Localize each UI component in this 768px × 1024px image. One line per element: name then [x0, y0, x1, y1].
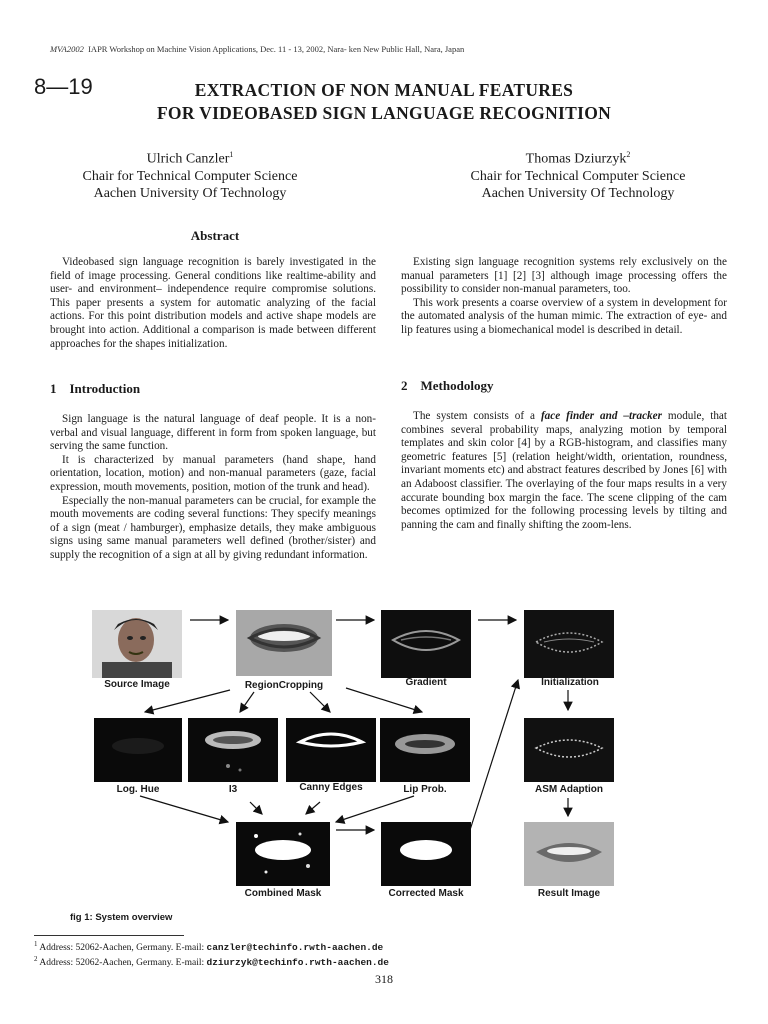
footnote-email-1: canzler@techinfo.rwth-aachen.de [206, 942, 384, 954]
author-affiliation: Chair for Technical Computer Science [470, 168, 686, 184]
abstract-paragraph: Videobased sign language recognition is barely investigated in the field of image processing. General conditions like realtime-ability and user- and environment– independence require compromise solutions. This paper presents a system for automatic analyzing of the facial actions. For this point distribution models and active shape models are brought into action. Additional a comparison is made between different approaches for the shapes initialization. [50, 256, 376, 350]
label-region-cropping: RegionCropping [244, 680, 324, 691]
label-corrected-mask: Corrected Mask [388, 888, 464, 899]
author-university: Aachen University Of Technology [481, 185, 675, 201]
intro-paragraph-2: It is characterized by manual parameters (hand shape, hand orientation, location, motion) and non-manual parameters (gaze, facial expression, mouth movements, position, motion of the trunk and head). [50, 453, 376, 493]
footnote-email-2: dziurzyk@techinfo.rwth-aachen.de [206, 957, 389, 969]
methodology-paragraph: The system consists of a face finder and –tracker module, that combines several probability maps, analyzing motion by temporal templates and skin color [4] by a RGB-histogram, and classifies many geometric features [5] (relation height/width, orientation, roundness, invariant moments etc) and abstract features described by Jones [6] with an Adaboost classifier. The overlaying of the four maps results in a very accurate bounding box margin the face. The scene clipping of the cam becomes optimized for the following processing levels by tilting and panning the cam and finally shifting the zoom-lens. [401, 410, 727, 531]
section-1-heading: 1 Introduction [50, 381, 141, 396]
paper-number: 8—19 [34, 74, 93, 99]
author-name: Ulrich Canzler$^1$ [146, 150, 234, 167]
label-lip-prob: Lip Prob. [403, 784, 447, 795]
footnote-1: $^1$ Address: 52062-Aachen, Germany. E-mail: canzler@techinfo.rwth-aachen.de [34, 940, 384, 954]
intro-paragraph-3: Especially the non-manual parameters can be crucial, for example the mouth movements are coding several functions: They specify meanings of a sign (meat / hamburger), emphasize details, they make ambiguous signs using same manual parameters well defined (brother/sister) and supply the recognition of a sign at all by giving redundant information. [50, 494, 376, 561]
paper-title-line-1: EXTRACTION OF NON MANUAL FEATURES [194, 80, 574, 100]
right-paragraph-2: This work presents a coarse overview of a system in development for the automated analysis of the human mimic. The extraction of eye- and lip features using a biomechanical model is described in detail. [401, 296, 727, 336]
right-paragraph-1: Existing sign language recognition systems rely exclusively on the manual parameters [1] [2] [3] although image processing offers the possibility to consider non-manual parameters, too. [401, 256, 727, 296]
label-log-hue: Log. Hue [116, 784, 160, 795]
paper-title-line-2: FOR VIDEOBASED SIGN LANGUAGE RECOGNITION [156, 103, 612, 123]
label-result-image: Result Image [537, 888, 601, 899]
figure-caption: fig 1: System overview [70, 912, 173, 923]
label-combined-mask: Combined Mask [244, 888, 322, 899]
label-canny-edges: Canny Edges [299, 782, 363, 793]
venue-details: IAPR Workshop on Machine Vision Applications, Dec. 11 - 13, 2002, Nara- ken New Public Hall, Nara, Japan [88, 44, 465, 54]
label-source-image: Source Image [104, 679, 170, 690]
label-initialization: Initialization [541, 677, 599, 688]
label-i3: I3 [228, 784, 238, 795]
abstract-heading: Abstract [190, 228, 240, 243]
label-gradient: Gradient [405, 677, 447, 688]
section-2-heading: 2 Methodology [401, 378, 494, 393]
footnote-2: $^2$ Address: 52062-Aachen, Germany. E-mail: dziurzyk@techinfo.rwth-aachen.de [34, 955, 389, 969]
intro-paragraph-1: Sign language is the natural language of deaf people. It is a non-verbal and visual language, different in form from spoken language, but serving the same function. [50, 413, 376, 453]
footnote-rule [34, 935, 184, 936]
author-university: Aachen University Of Technology [93, 185, 287, 201]
label-asm-adaption: ASM Adaption [535, 784, 603, 795]
venue-name: MVA2002 [50, 44, 84, 54]
page-number: 318 [375, 972, 393, 986]
author-affiliation: Chair for Technical Computer Science [82, 168, 298, 184]
author-name: Thomas Dziurzyk$^2$ [525, 150, 631, 167]
